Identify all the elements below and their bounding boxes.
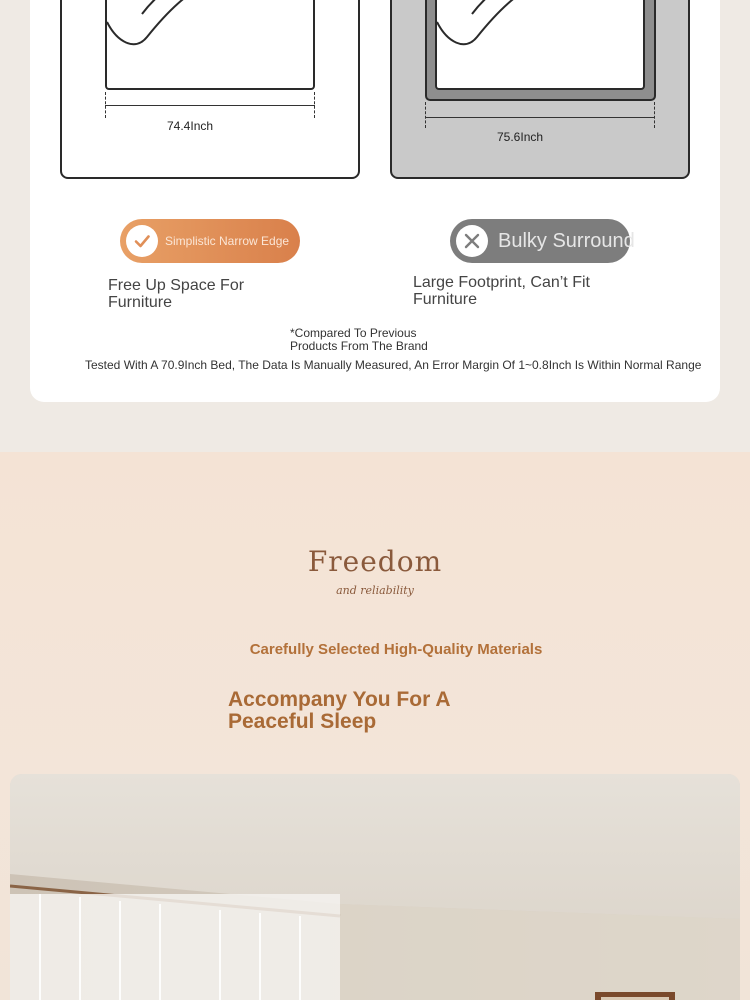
check-icon — [126, 225, 158, 257]
measurement-disclaimer: Tested With A 70.9Inch Bed, The Data Is Manually Measured, An Error Margin Of 1~0.8Inch Is Within Normal Range — [85, 358, 702, 372]
bulky-surround-badge — [450, 219, 635, 263]
bulky-surround-badge-label: Bulky Surround — [498, 229, 635, 252]
comparison-footnote: *Compared To Previous Products From The Brand — [290, 326, 428, 353]
close-icon — [456, 225, 488, 257]
brand-logo-title: Freedom — [307, 545, 443, 578]
pillow-outline — [437, 0, 643, 88]
bulky-surround-diagram — [390, 0, 690, 179]
bed-frame-bulky — [435, 0, 645, 90]
dimension-line — [105, 105, 315, 106]
bedroom-photo — [10, 774, 740, 1000]
pillow-outline — [107, 0, 313, 88]
bulky-surround-caption: Large Footprint, Can’t Fit Furniture — [413, 274, 590, 308]
materials-subtitle: Carefully Selected High-Quality Materials — [249, 641, 543, 658]
comparison-card — [30, 0, 720, 402]
promo-headline: Accompany You For A Peaceful Sleep — [228, 688, 450, 733]
narrow-edge-caption: Free Up Space For Furniture — [108, 277, 245, 311]
dimension-line — [425, 117, 655, 118]
bedroom-scene — [10, 774, 740, 1000]
brand-logo-subtitle: and reliability — [336, 584, 414, 597]
bulky-dimension-label: 75.6Inch — [497, 130, 544, 144]
narrow-dimension-label: 74.4Inch — [167, 119, 214, 133]
bed-frame-narrow — [105, 0, 315, 90]
dimension-tick-right — [654, 102, 655, 128]
narrow-edge-diagram — [60, 0, 360, 179]
brand-section — [0, 452, 750, 1000]
dimension-tick-left — [425, 102, 426, 128]
narrow-edge-badge-label: Simplistic Narrow Edge — [165, 234, 290, 248]
narrow-edge-badge — [120, 219, 300, 263]
